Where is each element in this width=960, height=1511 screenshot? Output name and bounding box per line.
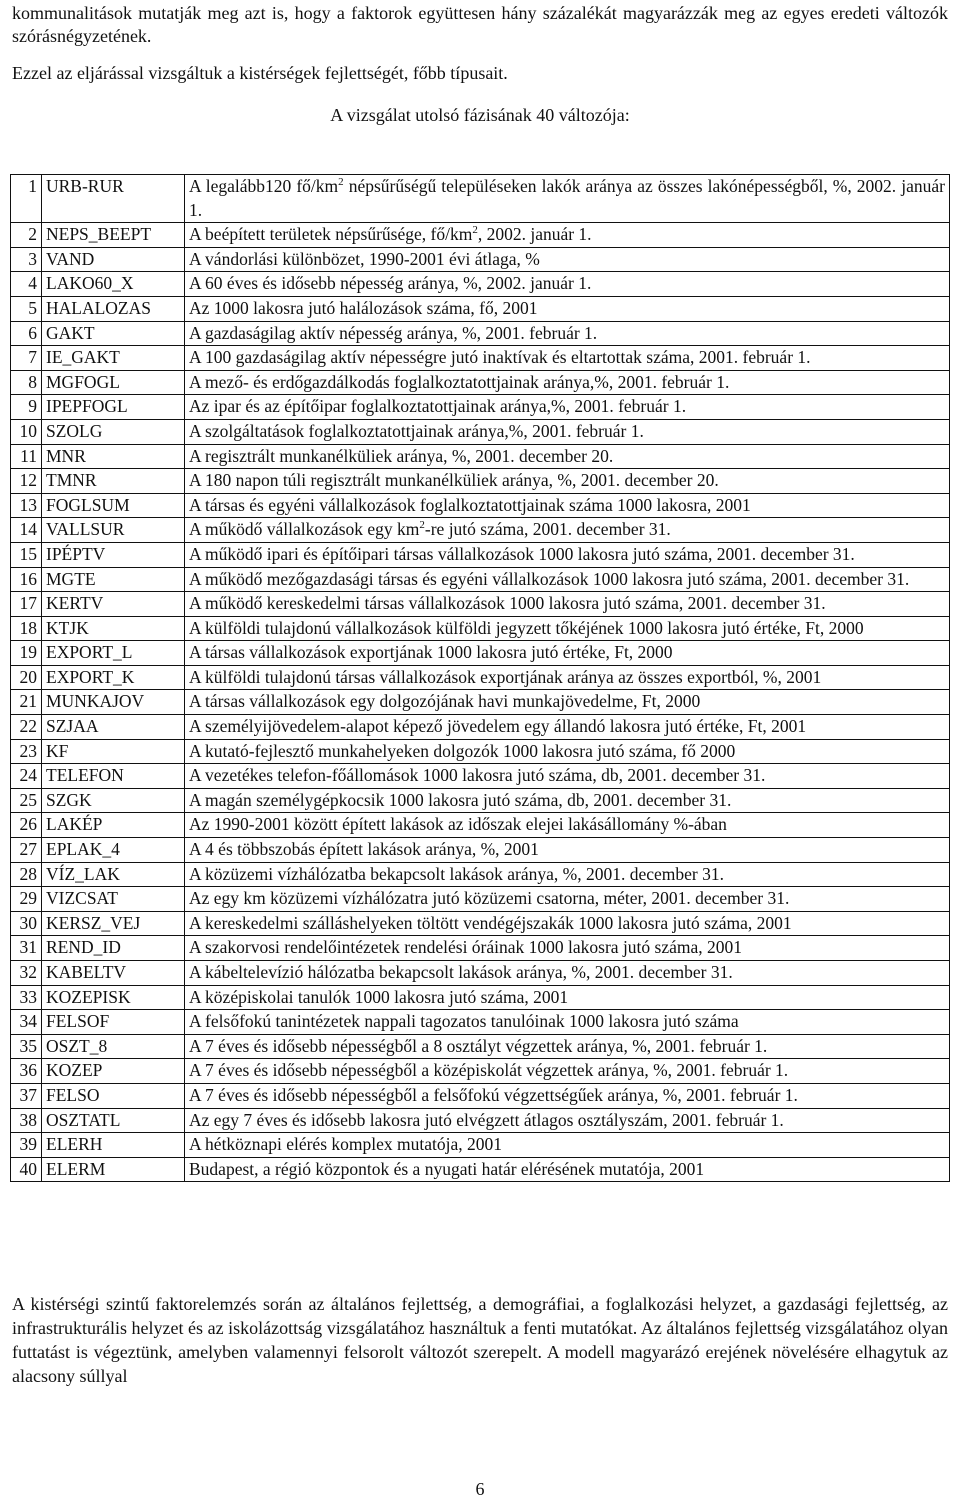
description-text: A szolgáltatások foglalkoztatottjainak aránya,%, 2001. február 1.: [189, 420, 644, 441]
variable-number: 26: [11, 813, 42, 838]
description-text: A hétköznapi elérés komplex mutatója, 2001: [189, 1134, 502, 1155]
variable-code: TELEFON: [42, 764, 185, 789]
description-text: A vándorlási különbözet, 1990-2001 évi átlaga, %: [189, 248, 540, 269]
variable-code: EPLAK_4: [42, 838, 185, 863]
variable-number: 40: [11, 1157, 42, 1182]
variable-code: FOGLSUM: [42, 493, 185, 518]
variable-code: MGFOGL: [42, 370, 185, 395]
variable-description: [185, 813, 950, 838]
description-text: A 180 napon túli regisztrált munkanélküliek aránya, %, 2001. december 20.: [189, 470, 719, 491]
variable-code: KOZEPISK: [42, 985, 185, 1010]
table-row: [11, 444, 950, 469]
variable-number: 29: [11, 887, 42, 912]
variable-code: KERTV: [42, 592, 185, 617]
variable-code: LAKÉP: [42, 813, 185, 838]
description-text: A regisztrált munkanélküliek aránya, %, 2001. december 20.: [189, 445, 614, 466]
variable-number: 21: [11, 690, 42, 715]
variable-description: [185, 764, 950, 789]
table-row: [11, 223, 950, 248]
description-text: Az egy 7 éves és idősebb lakosra jutó elvégzett átlagos osztályszám, 2001. február 1.: [189, 1109, 784, 1130]
variable-description: [185, 838, 950, 863]
variable-code: VIZCSAT: [42, 887, 185, 912]
variable-description: [185, 961, 950, 986]
variable-code: EXPORT_L: [42, 641, 185, 666]
table-row: [11, 1108, 950, 1133]
table-row: [11, 247, 950, 272]
variable-description: [185, 444, 950, 469]
description-text: A vezetékes telefon-főállomások 1000 lakosra jutó száma, db, 2001. december 31.: [189, 765, 766, 786]
variable-code: MNR: [42, 444, 185, 469]
variable-number: 14: [11, 518, 42, 543]
description-text: A középiskolai tanulók 1000 lakosra jutó száma, 2001: [189, 986, 569, 1007]
variable-description: [185, 1010, 950, 1035]
variable-description: [185, 887, 950, 912]
table-row: [11, 887, 950, 912]
table-row: [11, 1133, 950, 1158]
variable-code: LAKO60_X: [42, 272, 185, 297]
description-text: A közüzemi vízhálózatba bekapcsolt lakások aránya, %, 2001. december 31.: [189, 863, 725, 884]
variable-description: [185, 321, 950, 346]
conclusion-paragraph: A kistérségi szintű faktorelemzés során az általános fejlettség, a demográfiai, a foglalkozási helyzet, a gazdasági fejlettség, az infrastrukturális helyzet és az iskolázottság vizsgálatához használtuk a fenti mutatókat. Az általános fejlettség vizsgálatához olyan futtatást is végeztünk, amelyben valamennyi felsorolt változót szerepelt. A modell magyarázó erejének növelésére elhagytuk az alacsony súllyal: [12, 1294, 948, 1386]
table-row: [11, 1157, 950, 1182]
table-row: [11, 764, 950, 789]
description-text: A működő ipari és építőipari társas vállalkozások 1000 lakosra jutó száma, 2001. december 31.: [189, 543, 855, 564]
variable-description: [185, 175, 950, 223]
variable-number: 24: [11, 764, 42, 789]
variable-description: [185, 223, 950, 248]
variable-description: [185, 247, 950, 272]
variable-description: [185, 715, 950, 740]
variable-code: GAKT: [42, 321, 185, 346]
description-text: A kereskedelmi szálláshelyeken töltött vendégéjszakák 1000 lakosra jutó száma, 2001: [189, 912, 792, 933]
variable-number: 8: [11, 370, 42, 395]
superscript: 2: [419, 519, 425, 532]
variable-description: [185, 419, 950, 444]
description-text: A 7 éves és idősebb népességből a felsőfokú végzettségűek aránya, %, 2001. február 1.: [189, 1084, 798, 1105]
variable-code: SZJAA: [42, 715, 185, 740]
page-number: 6: [475, 1479, 485, 1499]
variable-number: 30: [11, 911, 42, 936]
variable-description: [185, 641, 950, 666]
variable-number: 22: [11, 715, 42, 740]
description-text: A működő vállalkozások egy km: [189, 519, 420, 540]
description-text: A 100 gazdaságilag aktív népességre jutó inaktívak és eltartottak száma, 2001. február 1.: [189, 347, 811, 368]
table-row: [11, 321, 950, 346]
variable-description: [185, 788, 950, 813]
variable-number: 6: [11, 321, 42, 346]
description-text: A működő mezőgazdasági társas és egyéni vállalkozások 1000 lakosra jutó száma, 2001. december 31.: [189, 568, 910, 589]
table-row: [11, 272, 950, 297]
variable-number: 35: [11, 1034, 42, 1059]
variable-code: KTJK: [42, 616, 185, 641]
variable-code: MUNKAJOV: [42, 690, 185, 715]
variable-number: 37: [11, 1083, 42, 1108]
table-row: [11, 542, 950, 567]
variable-number: 23: [11, 739, 42, 764]
table-row: [11, 788, 950, 813]
description-text: A működő kereskedelmi társas vállalkozások 1000 lakosra jutó száma, 2001. december 31.: [189, 593, 826, 614]
variable-number: 34: [11, 1010, 42, 1035]
description-text: A társas és egyéni vállalkozások foglalkoztatottjainak száma 1000 lakosra, 2001: [189, 494, 751, 515]
variable-code: REND_ID: [42, 936, 185, 961]
table-row: [11, 296, 950, 321]
variable-number: 18: [11, 616, 42, 641]
variable-number: 2: [11, 223, 42, 248]
description-text: A kábeltelevízió hálózatba bekapcsolt lakások aránya, %, 2001. december 31.: [189, 962, 733, 982]
variable-number: 33: [11, 985, 42, 1010]
variable-description: [185, 936, 950, 961]
variable-number: 39: [11, 1133, 42, 1158]
table-row: [11, 493, 950, 518]
table-row: [11, 175, 950, 223]
table-row: [11, 395, 950, 420]
description-text: A külföldi tulajdonú vállalkozások külföldi jegyzett tőkéjének 1000 lakosra jutó értéke, Ft, 2000: [189, 617, 864, 638]
variable-number: 38: [11, 1108, 42, 1133]
description-text: Az 1000 lakosra jutó halálozások száma, fő, 2001: [189, 297, 538, 318]
variable-description: [185, 469, 950, 494]
description-text: A személyijövedelem-alapot képező jövedelem egy állandó lakosra jutó értéke, Ft, 2001: [189, 716, 807, 737]
variable-code: FELSO: [42, 1083, 185, 1108]
variable-code: KERSZ_VEJ: [42, 911, 185, 936]
variable-number: 7: [11, 346, 42, 371]
variable-description: [185, 518, 950, 543]
variable-number: 3: [11, 247, 42, 272]
superscript: 2: [472, 224, 478, 237]
variable-number: 4: [11, 272, 42, 297]
description-text-continued: -re jutó száma, 2001. december 31.: [424, 519, 671, 540]
variable-code: VALLSUR: [42, 518, 185, 543]
table-row: [11, 469, 950, 494]
variable-code: NEPS_BEEPT: [42, 223, 185, 248]
variable-number: 28: [11, 862, 42, 887]
description-text: A társas vállalkozások exportjának 1000 lakosra jutó értéke, Ft, 2000: [189, 642, 673, 663]
variable-number: 10: [11, 419, 42, 444]
table-row: [11, 961, 950, 986]
variable-description: [185, 346, 950, 371]
description-text: A beépített területek népsűrűsége, fő/km: [189, 224, 473, 245]
table-row: [11, 1083, 950, 1108]
variable-number: 32: [11, 961, 42, 986]
description-text: A társas vállalkozások egy dolgozójának havi munkajövedelme, Ft, 2000: [189, 691, 701, 712]
variable-description: [185, 1059, 950, 1084]
variable-code: OSZT_8: [42, 1034, 185, 1059]
variable-description: [185, 616, 950, 641]
variable-code: HALALOZAS: [42, 296, 185, 321]
table-title: A vizsgálat utolsó fázisának 40 változója:: [330, 105, 630, 125]
table-row: [11, 862, 950, 887]
intro-paragraph: kommunalitások mutatják meg azt is, hogy a faktorok együttesen hány százalékát magyarázzák meg az egyes eredeti változók szórásnégyzetének.: [12, 3, 948, 46]
variable-code: IPEPFOGL: [42, 395, 185, 420]
table-row: [11, 419, 950, 444]
variable-description: [185, 370, 950, 395]
variable-number: 25: [11, 788, 42, 813]
variable-description: [185, 739, 950, 764]
variable-description: [185, 592, 950, 617]
variable-number: 5: [11, 296, 42, 321]
variables-table-body: [11, 175, 950, 1182]
table-row: [11, 715, 950, 740]
description-text: Az 1990-2001 között épített lakások az időszak elejei lakásállomány %-ában: [189, 814, 727, 835]
variable-description: [185, 296, 950, 321]
description-text: A mező- és erdőgazdálkodás foglalkoztatottjainak aránya,%, 2001. február 1.: [189, 371, 730, 392]
table-row: [11, 346, 950, 371]
variable-number: 27: [11, 838, 42, 863]
description-text: A gazdaságilag aktív népesség aránya, %, 2001. február 1.: [189, 322, 598, 343]
variable-description: [185, 493, 950, 518]
table-row: [11, 936, 950, 961]
variable-code: FELSOF: [42, 1010, 185, 1035]
variable-number: 9: [11, 395, 42, 420]
table-row: [11, 911, 950, 936]
variable-code: KABELTV: [42, 961, 185, 986]
variable-code: SZOLG: [42, 419, 185, 444]
variable-number: 20: [11, 665, 42, 690]
table-row: [11, 370, 950, 395]
variable-code: ELERH: [42, 1133, 185, 1158]
variable-code: MGTE: [42, 567, 185, 592]
superscript: 2: [338, 176, 344, 188]
table-row: [11, 567, 950, 592]
variable-description: [185, 985, 950, 1010]
table-row: [11, 665, 950, 690]
variable-code: URB-RUR: [42, 175, 185, 223]
variables-table: [10, 174, 950, 1182]
table-row: [11, 1034, 950, 1059]
variable-number: 12: [11, 469, 42, 494]
variable-code: KOZEP: [42, 1059, 185, 1084]
method-paragraph: Ezzel az eljárással vizsgáltuk a kistérségek fejlettségét, főbb típusait.: [12, 63, 508, 83]
variable-number: 11: [11, 444, 42, 469]
variable-description: [185, 690, 950, 715]
variable-description: [185, 1157, 950, 1182]
variable-description: [185, 1108, 950, 1133]
variable-code: IPÉPTV: [42, 542, 185, 567]
table-row: [11, 739, 950, 764]
variable-description: [185, 1083, 950, 1108]
variable-code: SZGK: [42, 788, 185, 813]
table-row: [11, 690, 950, 715]
table-row: [11, 518, 950, 543]
variable-number: 31: [11, 936, 42, 961]
description-text-continued: , 2002. január 1.: [477, 224, 592, 245]
description-text-continued: népsűrűségű településeken lakók aránya az összes lakónépességből, %, 2002. január 1.: [189, 176, 945, 220]
description-text: A 60 éves és idősebb népesség aránya, %, 2002. január 1.: [189, 273, 592, 294]
variable-code: ELERM: [42, 1157, 185, 1182]
table-row: [11, 592, 950, 617]
description-text: A külföldi tulajdonú társas vállalkozások exportjának aránya az összes exportból, %, 2001: [189, 666, 822, 687]
variable-number: 17: [11, 592, 42, 617]
table-row: [11, 985, 950, 1010]
description-text: A szakorvosi rendelőintézetek rendelési óráinak 1000 lakosra jutó száma, 2001: [189, 937, 743, 958]
table-row: [11, 813, 950, 838]
variable-description: [185, 665, 950, 690]
variable-code: EXPORT_K: [42, 665, 185, 690]
description-text: Az ipar és az építőipar foglalkoztatottjainak aránya,%, 2001. február 1.: [189, 396, 687, 417]
table-row: [11, 616, 950, 641]
description-text: Budapest, a régió központok és a nyugati határ elérésének mutatója, 2001: [189, 1158, 705, 1179]
description-text: A 4 és többszobás épített lakások aránya, %, 2001: [189, 839, 539, 860]
table-row: [11, 1010, 950, 1035]
variable-code: TMNR: [42, 469, 185, 494]
variable-description: [185, 395, 950, 420]
variable-number: 15: [11, 542, 42, 567]
variable-description: [185, 1034, 950, 1059]
variable-description: [185, 272, 950, 297]
table-row: [11, 641, 950, 666]
variable-description: [185, 1133, 950, 1158]
variable-description: [185, 567, 950, 592]
variable-description: [185, 862, 950, 887]
description-text: A magán személygépkocsik 1000 lakosra jutó száma, db, 2001. december 31.: [189, 789, 732, 810]
variable-number: 16: [11, 567, 42, 592]
variable-code: KF: [42, 739, 185, 764]
table-row: [11, 838, 950, 863]
variable-code: VAND: [42, 247, 185, 272]
variable-code: OSZTATL: [42, 1108, 185, 1133]
variable-number: 1: [11, 175, 42, 223]
variable-description: [185, 911, 950, 936]
variable-code: VÍZ_LAK: [42, 862, 185, 887]
table-row: [11, 1059, 950, 1084]
variable-description: [185, 542, 950, 567]
description-text: A kutató-fejlesztő munkahelyeken dolgozók 1000 lakosra jutó száma, fő 2000: [189, 740, 736, 761]
description-text: A 7 éves és idősebb népességből a középiskolát végzettek aránya, %, 2001. február 1.: [189, 1060, 789, 1081]
description-text: Az egy km közüzemi vízhálózatra jutó közüzemi csatorna, méter, 2001. december 31.: [189, 888, 790, 909]
description-text: A legalább120 fő/km: [189, 176, 339, 196]
description-text: A 7 éves és idősebb népességből a 8 osztályt végzettek aránya, %, 2001. február 1.: [189, 1035, 768, 1056]
variable-number: 19: [11, 641, 42, 666]
variable-code: IE_GAKT: [42, 346, 185, 371]
description-text: A felsőfokú tanintézetek nappali tagozatos tanulóinak 1000 lakosra jutó száma: [189, 1011, 739, 1032]
variable-number: 13: [11, 493, 42, 518]
variable-number: 36: [11, 1059, 42, 1084]
